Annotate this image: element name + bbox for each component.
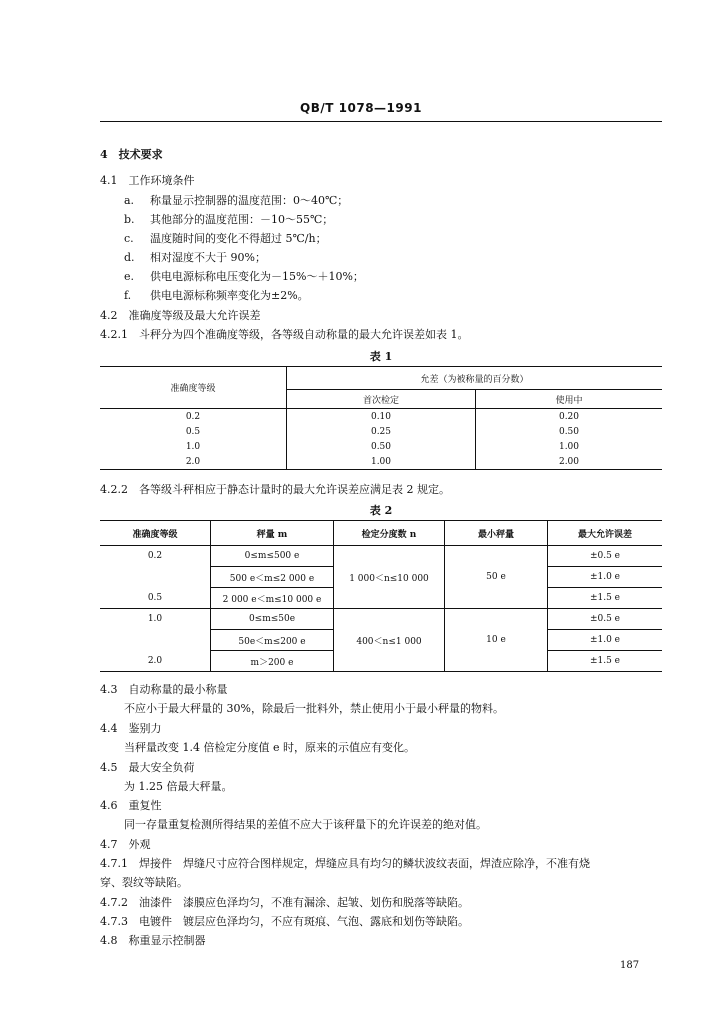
section-4-1-title: 4.1 工作环境条件 xyxy=(100,174,195,187)
item-letter: e. xyxy=(124,270,135,283)
table-row xyxy=(100,409,662,425)
table-1-cell-class: 1.0 xyxy=(100,439,287,454)
table-2-cell-error: ±1.0 e xyxy=(548,567,663,588)
table-2-cell-range: 50e＜m≤200 e xyxy=(211,630,334,651)
list-item xyxy=(124,213,333,227)
section-4-7-1-line1: 4.7.1 焊接件 焊缝尺寸应符合图样规定，焊缝应具有均匀的鳞状波纹表面，焊渣应除净，不准有烧 xyxy=(100,857,590,870)
section-4-6-text: 同一存量重复检测所得结果的差值不应大于该秤量下的允许误差的绝对值。 xyxy=(124,818,487,831)
table-2-cell-min-capacity: 10 e xyxy=(445,609,548,672)
item-letter: a. xyxy=(124,194,135,207)
table-1-cell-class: 0.2 xyxy=(100,409,287,425)
section-4-2-2-text: 4.2.2 各等级斗秤相应于静态计量时的最大允许误差应满足表 2 规定。 xyxy=(100,483,450,496)
page-number: 187 xyxy=(620,960,640,971)
item-text: 供电电源标称频率变化为±2%。 xyxy=(150,289,309,302)
table-2-cell-class: 1.0 xyxy=(100,609,211,630)
header-rule xyxy=(100,121,662,122)
table-1-cell-class: 2.0 xyxy=(100,454,287,470)
section-4-7-title: 4.7 外观 xyxy=(100,838,151,851)
standard-number: QB/T 1078—1991 xyxy=(300,101,422,115)
table-1-cell-initial: 0.10 xyxy=(287,409,476,425)
list-item xyxy=(124,270,364,284)
table-1-header-inuse: 使用中 xyxy=(476,390,663,409)
table-row xyxy=(100,546,662,567)
table-2-cell-class: 0.2 xyxy=(100,546,211,567)
table-1-cell-inuse: 0.20 xyxy=(558,411,580,422)
section-4-6-title: 4.6 重复性 xyxy=(100,799,162,812)
section-4-3-text: 不应小于最大秤量的 30%，除最后一批料外，禁止使用小于最小秤量的物料。 xyxy=(124,702,504,715)
table-row xyxy=(100,424,662,439)
table-2-cell-range: 2 000 e＜m≤10 000 e xyxy=(211,588,334,609)
table-1 xyxy=(100,366,662,470)
section-4-8-title: 4.8 称重显示控制器 xyxy=(100,934,206,947)
table-2-cell-range: 0≤m≤500 e xyxy=(211,546,334,567)
table-row xyxy=(100,609,662,630)
table-1-cell-initial: 0.25 xyxy=(287,424,476,439)
list-item xyxy=(124,289,309,303)
section-4-7-1-line2: 穿、裂纹等缺陷。 xyxy=(100,876,188,889)
table-1-cell-class: 0.5 xyxy=(100,424,287,439)
item-text: 其他部分的温度范围：－10～55℃； xyxy=(150,213,334,226)
section-4-title: 4 技术要求 xyxy=(100,148,163,161)
table-2-cell-class-blank xyxy=(100,567,211,588)
table-2-cell-class: 2.0 xyxy=(100,651,211,672)
table-2-cell-intervals: 1 000＜n≤10 000 xyxy=(334,546,445,609)
table-2-cell-min-capacity: 50 e xyxy=(445,546,548,609)
table-1-caption: 表 1 xyxy=(369,350,393,363)
table-1-cell-inuse: 0.50 xyxy=(558,426,580,437)
item-text: 相对湿度不大于 90%； xyxy=(150,251,266,264)
table-2-caption: 表 2 xyxy=(369,504,393,517)
section-4-5-title: 4.5 最大安全负荷 xyxy=(100,761,195,774)
list-item xyxy=(124,232,327,246)
section-4-3-title: 4.3 自动称量的最小称量 xyxy=(100,683,228,696)
table-2-cell-error: ±0.5 e xyxy=(548,546,663,567)
table-1-cell-inuse: 1.00 xyxy=(558,441,580,452)
section-4-7-2-text: 4.7.2 油漆件 漆膜应色泽均匀，不准有漏涂、起皱、划伤和脱落等缺陷。 xyxy=(100,896,469,909)
table-2 xyxy=(100,520,662,672)
section-4-2-1-text: 4.2.1 斗秤分为四个准确度等级，各等级自动称量的最大允许误差如表 1。 xyxy=(100,328,469,341)
table-2-header-intervals: 检定分度数 n xyxy=(334,521,445,546)
table-2-cell-class: 0.5 xyxy=(100,588,211,609)
item-letter: b. xyxy=(124,213,135,226)
table-2-cell-range: m＞200 e xyxy=(211,651,334,672)
section-4-4-text: 当秤量改变 1.4 倍检定分度值 e 时，原来的示值应有变化。 xyxy=(124,741,415,754)
table-2-header-min-capacity: 最小秤量 xyxy=(445,521,548,546)
table-2-header-capacity: 秤量 m xyxy=(211,521,334,546)
table-1-header-class: 准确度等级 xyxy=(100,367,287,409)
table-1-header-initial: 首次检定 xyxy=(287,390,476,409)
table-1-cell-inuse: 2.00 xyxy=(476,454,663,470)
table-2-cell-range: 0≤m≤50e xyxy=(211,609,334,630)
item-text: 温度随时间的变化不得超过 5℃/h； xyxy=(150,232,327,245)
item-letter: c. xyxy=(124,232,134,245)
list-item xyxy=(124,194,348,208)
list-item xyxy=(124,251,266,265)
table-2-cell-intervals: 400＜n≤1 000 xyxy=(334,609,445,672)
item-letter: f. xyxy=(124,289,132,302)
table-2-header-class: 准确度等级 xyxy=(100,521,211,546)
table-2-cell-error: ±1.5 e xyxy=(548,588,663,609)
table-row xyxy=(100,454,662,470)
item-text: 供电电源标称电压变化为－15%～＋10%； xyxy=(150,270,364,283)
section-4-5-text: 为 1.25 倍最大秤量。 xyxy=(124,780,233,793)
item-letter: d. xyxy=(124,251,135,264)
table-row xyxy=(100,439,662,454)
table-2-cell-range: 500 e＜m≤2 000 e xyxy=(211,567,334,588)
table-2-cell-class-blank xyxy=(100,630,211,651)
item-text: 称量显示控制器的温度范围：0～40℃； xyxy=(150,194,349,207)
table-1-header-tolerance: 允差（为被称量的百分数） xyxy=(287,367,663,390)
table-1-cell-initial: 0.50 xyxy=(287,439,476,454)
table-2-cell-error: ±1.5 e xyxy=(548,651,663,672)
table-2-cell-error: ±0.5 e xyxy=(548,609,663,630)
section-4-2-title: 4.2 准确度等级及最大允许误差 xyxy=(100,309,261,322)
table-2-header-max-error: 最大允许误差 xyxy=(548,521,663,546)
section-4-7-3-text: 4.7.3 电镀件 镀层应色泽均匀，不应有斑痕、气泡、露底和划伤等缺陷。 xyxy=(100,915,469,928)
section-4-4-title: 4.4 鉴别力 xyxy=(100,722,162,735)
table-1-cell-initial: 1.00 xyxy=(287,454,476,470)
table-2-cell-error: ±1.0 e xyxy=(548,630,663,651)
